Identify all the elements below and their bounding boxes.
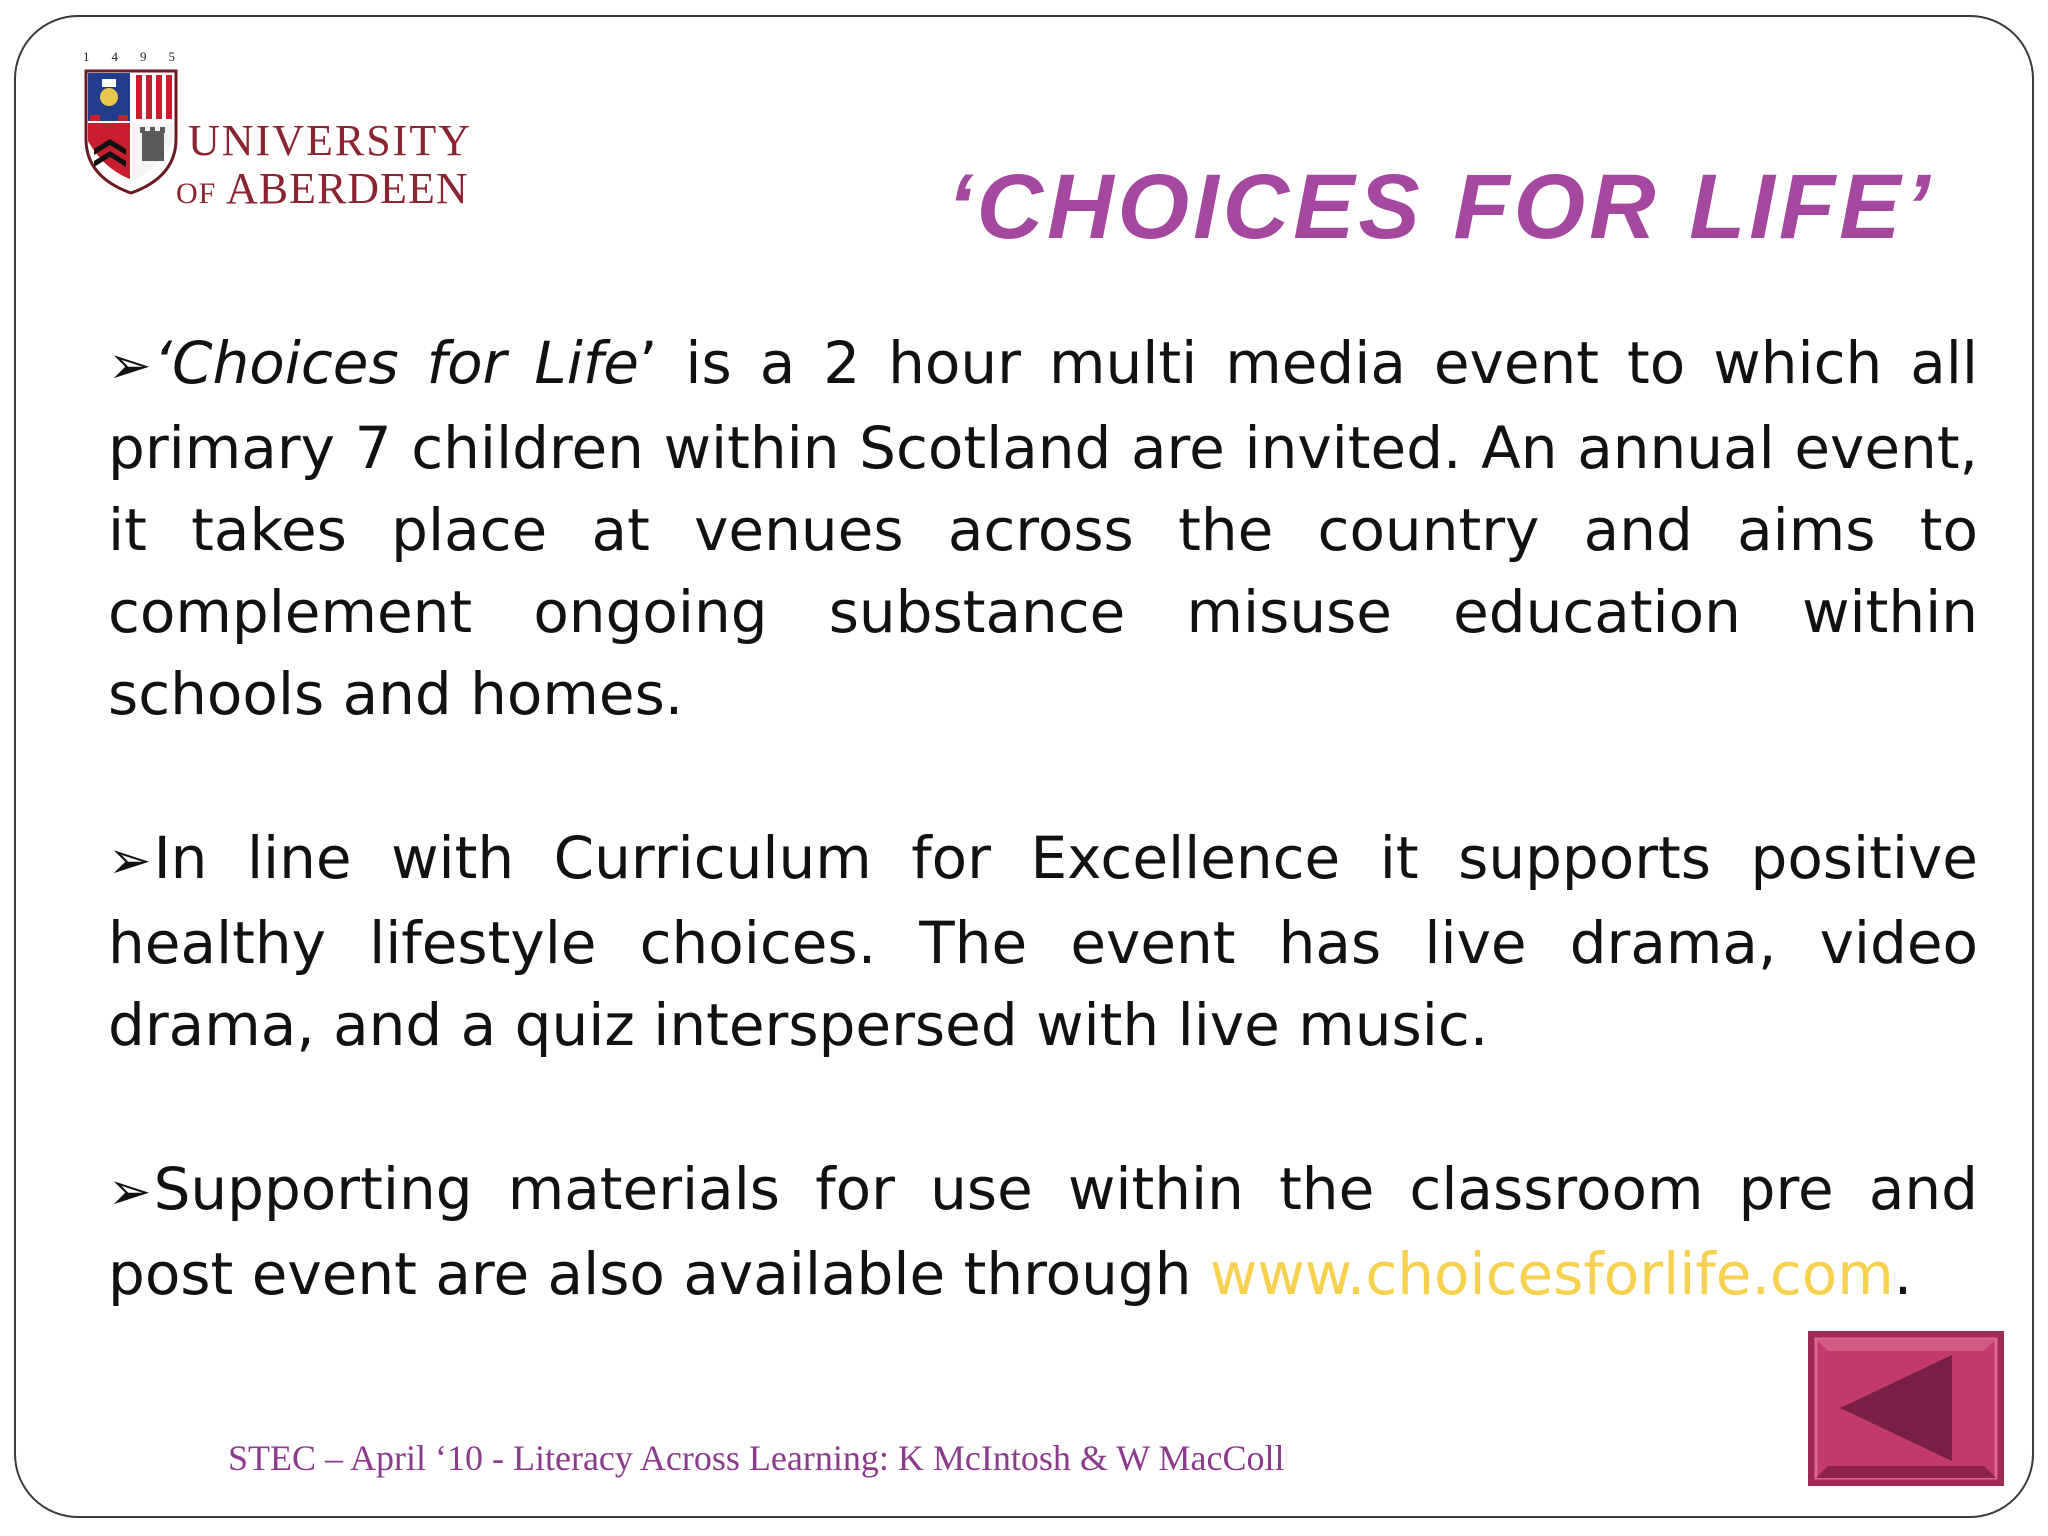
slide-frame bbox=[14, 15, 2034, 1518]
university-crest-icon bbox=[84, 69, 178, 195]
arrowhead-icon: ➢ bbox=[108, 1162, 152, 1222]
back-button[interactable] bbox=[1808, 1331, 2004, 1486]
bullet-1-italic: ‘Choices for Life bbox=[153, 329, 639, 397]
logo-text-aberdeen bbox=[176, 163, 469, 214]
arrowhead-icon: ➢ bbox=[108, 336, 152, 396]
bullet-point-2 bbox=[108, 817, 1978, 1066]
logo-year: 1495 bbox=[83, 49, 197, 64]
choicesforlife-link[interactable]: www.choicesforlife.com bbox=[1209, 1240, 1894, 1308]
slide-footer: STEC – April ‘10 - Literacy Across Learning: K McIntosh & W MacColl bbox=[228, 1438, 1285, 1478]
bullet-point-3 bbox=[108, 1148, 1978, 1315]
bullet-point-1 bbox=[108, 322, 1978, 735]
logo-text-aberdeen-main: ABERDEEN bbox=[225, 164, 469, 213]
bullet-3-text: Supporting materials for use within the classroom pre and post event are also available through bbox=[108, 1155, 1978, 1308]
logo-text-university: UNIVERSITY bbox=[188, 116, 472, 165]
logo-text-of: OF bbox=[176, 177, 217, 210]
bullet-2-text: In line with Curriculum for Excellence it supports positive healthy lifestyle choices. The event has live drama, video drama, and a quiz interspersed with live music. bbox=[108, 824, 1978, 1059]
university-logo[interactable] bbox=[80, 47, 480, 213]
bullet-1-text: ’ is a 2 hour multi media event to which all primary 7 children within Scotland are invited. An annual event, it takes place at venues across the country and aims to complement ongoing substance misuse education within schools and homes. bbox=[108, 329, 1978, 728]
bullet-3-suffix: . bbox=[1893, 1240, 1913, 1308]
slide-content bbox=[108, 322, 1978, 1315]
arrowhead-icon: ➢ bbox=[108, 831, 152, 891]
slide-title: ‘CHOICES FOR LIFE’ bbox=[947, 156, 1934, 258]
